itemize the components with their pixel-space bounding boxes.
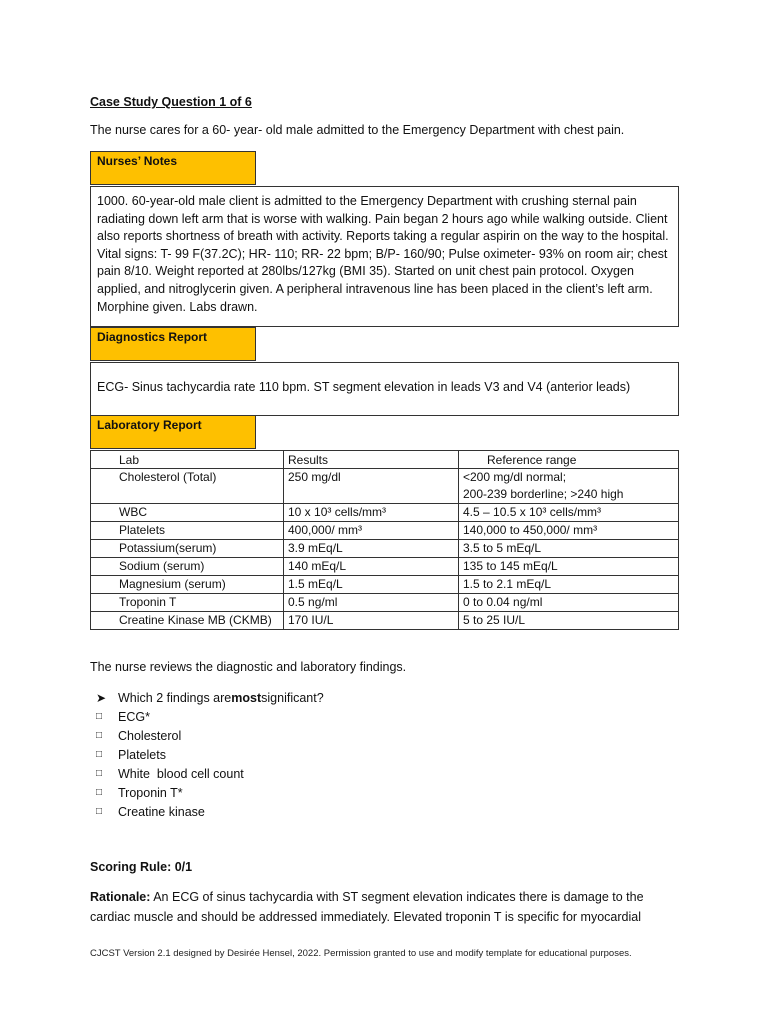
scoring-rule: Scoring Rule: 0/1 <box>90 860 193 874</box>
lab-reference: 5 to 25 IU/L <box>459 612 679 630</box>
lab-reference: 1.5 to 2.1 mEq/L <box>459 576 679 594</box>
lab-name: Sodium (serum) <box>91 558 284 576</box>
lab-name: Potassium(serum) <box>91 540 284 558</box>
table-row <box>91 522 679 540</box>
option-label: Platelets <box>118 747 166 762</box>
question-prefix: Which 2 findings are <box>118 690 232 705</box>
laboratory-header: Laboratory Report <box>90 415 256 449</box>
option-label: White blood cell count <box>118 766 244 781</box>
col-results: Results <box>284 451 459 469</box>
lab-reference <box>459 469 679 504</box>
lab-result: 3.9 mEq/L <box>284 540 459 558</box>
lab-reference: 135 to 145 mEq/L <box>459 558 679 576</box>
lab-result: 0.5 ng/ml <box>284 594 459 612</box>
lab-name: Troponin T <box>91 594 284 612</box>
table-row <box>91 612 679 630</box>
rationale-label: Rationale: <box>90 890 151 904</box>
arrow-bullet-icon: ➤ <box>96 690 107 705</box>
lab-reference: 3.5 to 5 mEq/L <box>459 540 679 558</box>
option-label: Troponin T* <box>118 785 183 800</box>
lab-reference: 140,000 to 450,000/ mm³ <box>459 522 679 540</box>
checkbox-icon[interactable]: □ <box>96 787 103 798</box>
table-row <box>91 469 679 504</box>
case-intro: The nurse cares for a 60- year- old male admitted to the Emergency Department with chest pain. <box>90 123 625 137</box>
table-row <box>91 576 679 594</box>
question-prompt <box>96 688 324 707</box>
lab-result: 170 IU/L <box>284 612 459 630</box>
option-wbc[interactable] <box>96 764 324 783</box>
col-reference: Reference range <box>459 451 679 469</box>
checkbox-icon[interactable]: □ <box>96 768 103 779</box>
lab-name: Creatine Kinase MB (CKMB) <box>91 612 284 630</box>
question-block <box>96 688 324 821</box>
option-label: Cholesterol <box>118 728 182 743</box>
option-cholesterol[interactable] <box>96 726 324 745</box>
lab-result: 10 x 10³ cells/mm³ <box>284 504 459 522</box>
question-emphasis: most <box>231 690 262 705</box>
table-row <box>91 540 679 558</box>
table-row <box>91 504 679 522</box>
nurses-notes-header: Nurses’ Notes <box>90 151 256 185</box>
option-label: Creatine kinase <box>118 804 205 819</box>
lab-result: 1.5 mEq/L <box>284 576 459 594</box>
checkbox-icon[interactable]: □ <box>96 749 103 760</box>
lab-reference-line2: 200-239 borderline; >240 high <box>463 487 624 501</box>
footer-credit: CJCST Version 2.1 designed by Desirée Hensel, 2022. Permission granted to use and modify template for educational purposes. <box>90 948 632 959</box>
option-troponin[interactable] <box>96 783 324 802</box>
option-platelets[interactable] <box>96 745 324 764</box>
lab-name: Cholesterol (Total) <box>91 469 284 504</box>
lab-name: WBC <box>91 504 284 522</box>
checkbox-icon[interactable]: □ <box>96 806 103 817</box>
option-creatine-kinase[interactable] <box>96 802 324 821</box>
lab-result: 250 mg/dl <box>284 469 459 504</box>
question-suffix: significant? <box>261 690 324 705</box>
col-lab: Lab <box>91 451 284 469</box>
lab-table <box>90 450 679 630</box>
table-row <box>91 558 679 576</box>
diagnostics-body: ECG- Sinus tachycardia rate 110 bpm. ST segment elevation in leads V3 and V4 (anterior leads) <box>90 362 679 416</box>
rationale <box>90 887 680 927</box>
diagnostics-header: Diagnostics Report <box>90 327 256 361</box>
review-text: The nurse reviews the diagnostic and laboratory findings. <box>90 660 407 674</box>
lab-result: 400,000/ mm³ <box>284 522 459 540</box>
lab-name: Platelets <box>91 522 284 540</box>
lab-reference: 4.5 – 10.5 x 10³ cells/mm³ <box>459 504 679 522</box>
checkbox-icon[interactable]: □ <box>96 711 103 722</box>
lab-reference: 0 to 0.04 ng/ml <box>459 594 679 612</box>
table-row <box>91 594 679 612</box>
checkbox-icon[interactable]: □ <box>96 730 103 741</box>
lab-reference-line1: <200 mg/dl normal; <box>463 470 567 484</box>
case-study-title: Case Study Question 1 of 6 <box>90 95 252 109</box>
lab-table-header-row <box>91 451 679 469</box>
rationale-text: An ECG of sinus tachycardia with ST segment elevation indicates there is damage to the cardiac muscle and should be addressed immediately. Elevated troponin T is specific for myocardial <box>90 890 644 924</box>
lab-result: 140 mEq/L <box>284 558 459 576</box>
option-ecg[interactable] <box>96 707 324 726</box>
lab-name: Magnesium (serum) <box>91 576 284 594</box>
nurses-notes-body: 1000. 60-year-old male client is admitted to the Emergency Department with crushing sternal pain radiating down left arm that is worse with walking. Pain began 2 hours ago while walking outside. Client also reports shortness of breath with activity. Reports taking a regular aspirin on the way to the hospital. Vital signs: T- 99 F(37.2C); HR- 110; RR- 22 bpm; B/P- 160/90; Pulse oximeter- 93% on room air; chest pain 8/10. Weight reported at 280lbs/127kg (BMI 35). Started on unit chest pain protocol. Oxygen applied, and nitroglycerin given. A peripheral intravenous line has been placed in the client’s left arm. Morphine given. Labs drawn. <box>90 186 679 327</box>
option-label: ECG* <box>118 709 150 724</box>
